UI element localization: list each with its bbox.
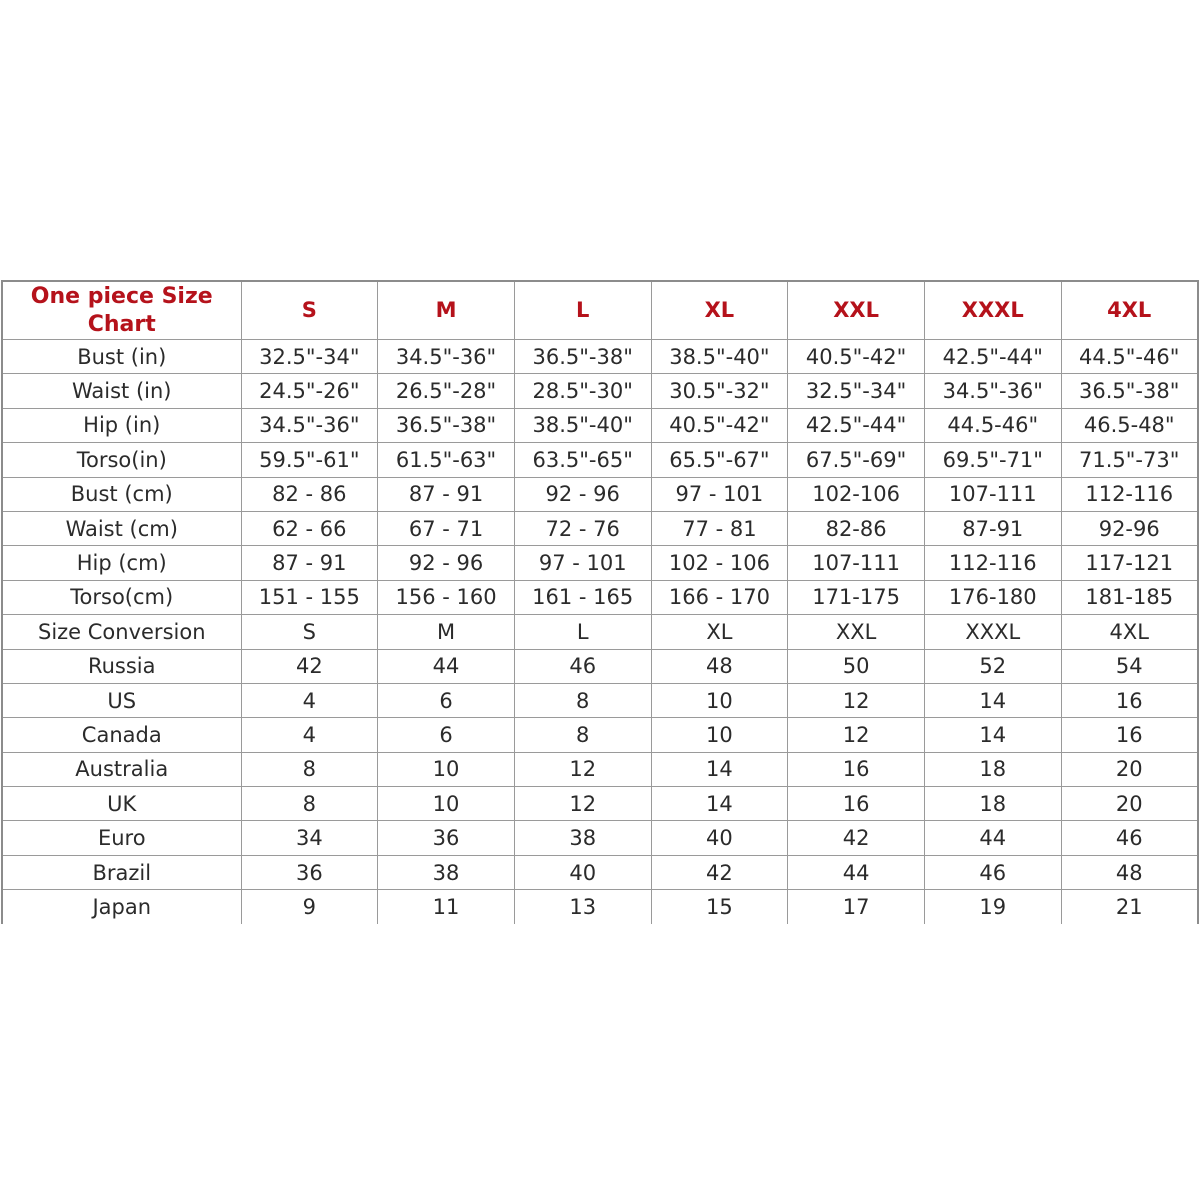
table-cell: 50 xyxy=(788,649,925,683)
table-cell: 16 xyxy=(788,787,925,821)
table-cell: 4 xyxy=(241,683,378,717)
row-label: Waist (cm) xyxy=(2,511,241,545)
table-cell: 36 xyxy=(378,821,515,855)
row-label: Brazil xyxy=(2,855,241,889)
table-cell: 107-111 xyxy=(788,546,925,580)
table-cell: XXL xyxy=(788,615,925,649)
row-label: Canada xyxy=(2,718,241,752)
table-cell: 42 xyxy=(788,821,925,855)
table-cell: 16 xyxy=(1061,683,1198,717)
table-cell: 77 - 81 xyxy=(651,511,788,545)
table-cell: 10 xyxy=(378,787,515,821)
table-cell: 14 xyxy=(924,683,1061,717)
table-cell: 82-86 xyxy=(788,511,925,545)
table-cell: 14 xyxy=(651,787,788,821)
table-cell: 14 xyxy=(924,718,1061,752)
table-cell: 166 - 170 xyxy=(651,580,788,614)
table-row xyxy=(2,340,1198,374)
table-cell: 71.5"-73" xyxy=(1061,443,1198,477)
row-label: Bust (in) xyxy=(2,340,241,374)
table-cell: 36 xyxy=(241,855,378,889)
table-cell: 40.5"-42" xyxy=(788,340,925,374)
table-row xyxy=(2,683,1198,717)
row-label: Bust (cm) xyxy=(2,477,241,511)
table-cell: 28.5"-30" xyxy=(514,374,651,408)
table-cell: 48 xyxy=(1061,855,1198,889)
table-cell: 13 xyxy=(514,890,651,924)
table-cell: 97 - 101 xyxy=(514,546,651,580)
table-cell: 36.5"-38" xyxy=(378,408,515,442)
table-cell: 42.5"-44" xyxy=(924,340,1061,374)
row-label: Hip (cm) xyxy=(2,546,241,580)
table-cell: 15 xyxy=(651,890,788,924)
table-cell: XL xyxy=(651,615,788,649)
row-label: Australia xyxy=(2,752,241,786)
table-cell: 42.5"-44" xyxy=(788,408,925,442)
table-row xyxy=(2,546,1198,580)
table-cell: 14 xyxy=(651,752,788,786)
table-cell: 40.5"-42" xyxy=(651,408,788,442)
table-cell: 107-111 xyxy=(924,477,1061,511)
table-cell: 38.5"-40" xyxy=(514,408,651,442)
table-cell: 97 - 101 xyxy=(651,477,788,511)
table-cell: 34.5"-36" xyxy=(241,408,378,442)
table-cell: 6 xyxy=(378,718,515,752)
table-cell: 21 xyxy=(1061,890,1198,924)
table-row xyxy=(2,615,1198,649)
table-cell: 4 xyxy=(241,718,378,752)
table-row xyxy=(2,787,1198,821)
table-cell: 62 - 66 xyxy=(241,511,378,545)
row-label: Euro xyxy=(2,821,241,855)
table-cell: 40 xyxy=(514,855,651,889)
table-cell: 87 - 91 xyxy=(378,477,515,511)
row-label: Russia xyxy=(2,649,241,683)
table-cell: 44 xyxy=(924,821,1061,855)
table-cell: 44.5-46" xyxy=(924,408,1061,442)
table-cell: 87 - 91 xyxy=(241,546,378,580)
table-cell: 102-106 xyxy=(788,477,925,511)
size-header: 4XL xyxy=(1061,281,1198,340)
table-row xyxy=(2,649,1198,683)
table-cell: XXXL xyxy=(924,615,1061,649)
table-cell: 12 xyxy=(514,752,651,786)
table-row xyxy=(2,374,1198,408)
table-cell: 12 xyxy=(788,718,925,752)
table-cell: 17 xyxy=(788,890,925,924)
table-cell: M xyxy=(378,615,515,649)
table-cell: 52 xyxy=(924,649,1061,683)
table-row xyxy=(2,752,1198,786)
table-cell: 16 xyxy=(1061,718,1198,752)
table-row xyxy=(2,580,1198,614)
table-cell: 18 xyxy=(924,752,1061,786)
row-label: Torso(cm) xyxy=(2,580,241,614)
table-cell: 19 xyxy=(924,890,1061,924)
table-cell: 72 - 76 xyxy=(514,511,651,545)
table-cell: 46 xyxy=(924,855,1061,889)
table-row xyxy=(2,408,1198,442)
table-cell: 87-91 xyxy=(924,511,1061,545)
table-cell: 44.5"-46" xyxy=(1061,340,1198,374)
table-cell: 18 xyxy=(924,787,1061,821)
table-row xyxy=(2,890,1198,924)
table-cell: 26.5"-28" xyxy=(378,374,515,408)
table-cell: 65.5"-67" xyxy=(651,443,788,477)
table-cell: 24.5"-26" xyxy=(241,374,378,408)
row-label: Japan xyxy=(2,890,241,924)
table-cell: 151 - 155 xyxy=(241,580,378,614)
size-header: XXXL xyxy=(924,281,1061,340)
table-cell: 12 xyxy=(788,683,925,717)
table-cell: 63.5"-65" xyxy=(514,443,651,477)
table-row xyxy=(2,855,1198,889)
table-cell: 10 xyxy=(378,752,515,786)
table-cell: 42 xyxy=(651,855,788,889)
table-cell: 67 - 71 xyxy=(378,511,515,545)
table-cell: 61.5"-63" xyxy=(378,443,515,477)
table-cell: 69.5"-71" xyxy=(924,443,1061,477)
table-cell: 46 xyxy=(514,649,651,683)
size-header: L xyxy=(514,281,651,340)
table-cell: 117-121 xyxy=(1061,546,1198,580)
table-cell: 161 - 165 xyxy=(514,580,651,614)
table-cell: 11 xyxy=(378,890,515,924)
table-cell: 112-116 xyxy=(1061,477,1198,511)
table-cell: S xyxy=(241,615,378,649)
table-row xyxy=(2,443,1198,477)
row-label: US xyxy=(2,683,241,717)
table-row xyxy=(2,477,1198,511)
table-cell: 8 xyxy=(241,752,378,786)
table-cell: 20 xyxy=(1061,752,1198,786)
row-label: UK xyxy=(2,787,241,821)
header-row xyxy=(2,281,1198,340)
table-cell: 10 xyxy=(651,683,788,717)
table-cell: 20 xyxy=(1061,787,1198,821)
table-cell: 12 xyxy=(514,787,651,821)
table-cell: 82 - 86 xyxy=(241,477,378,511)
table-cell: 10 xyxy=(651,718,788,752)
size-chart-table xyxy=(1,280,1199,924)
table-cell: 44 xyxy=(788,855,925,889)
table-cell: 38.5"-40" xyxy=(651,340,788,374)
table-cell: 34.5"-36" xyxy=(378,340,515,374)
table-title: One piece Size Chart xyxy=(2,281,241,340)
table-cell: 48 xyxy=(651,649,788,683)
table-cell: 8 xyxy=(241,787,378,821)
table-cell: 42 xyxy=(241,649,378,683)
table-cell: 46.5-48" xyxy=(1061,408,1198,442)
table-cell: 67.5"-69" xyxy=(788,443,925,477)
row-label: Torso(in) xyxy=(2,443,241,477)
table-cell: 38 xyxy=(378,855,515,889)
table-cell: 92-96 xyxy=(1061,511,1198,545)
table-cell: 16 xyxy=(788,752,925,786)
table-cell: 8 xyxy=(514,683,651,717)
table-cell: 181-185 xyxy=(1061,580,1198,614)
table-row xyxy=(2,821,1198,855)
table-cell: 38 xyxy=(514,821,651,855)
table-cell: 8 xyxy=(514,718,651,752)
table-cell: 92 - 96 xyxy=(378,546,515,580)
table-cell: 112-116 xyxy=(924,546,1061,580)
table-cell: 54 xyxy=(1061,649,1198,683)
table-row xyxy=(2,511,1198,545)
size-header: S xyxy=(241,281,378,340)
table-cell: 32.5"-34" xyxy=(241,340,378,374)
table-cell: 34.5"-36" xyxy=(924,374,1061,408)
table-body xyxy=(2,340,1198,924)
table-cell: 44 xyxy=(378,649,515,683)
table-cell: 156 - 160 xyxy=(378,580,515,614)
row-label: Hip (in) xyxy=(2,408,241,442)
table-cell: 6 xyxy=(378,683,515,717)
table-cell: 40 xyxy=(651,821,788,855)
size-header: M xyxy=(378,281,515,340)
table-cell: 36.5"-38" xyxy=(1061,374,1198,408)
table-cell: 32.5"-34" xyxy=(788,374,925,408)
size-header: XXL xyxy=(788,281,925,340)
table-cell: 36.5"-38" xyxy=(514,340,651,374)
table-row xyxy=(2,718,1198,752)
table-cell: 46 xyxy=(1061,821,1198,855)
table-cell: 4XL xyxy=(1061,615,1198,649)
table-cell: 30.5"-32" xyxy=(651,374,788,408)
row-label: Waist (in) xyxy=(2,374,241,408)
table-cell: 171-175 xyxy=(788,580,925,614)
table-cell: 92 - 96 xyxy=(514,477,651,511)
table-cell: 102 - 106 xyxy=(651,546,788,580)
table-cell: 176-180 xyxy=(924,580,1061,614)
table-cell: 59.5"-61" xyxy=(241,443,378,477)
row-label: Size Conversion xyxy=(2,615,241,649)
table-cell: 9 xyxy=(241,890,378,924)
size-header: XL xyxy=(651,281,788,340)
table-cell: 34 xyxy=(241,821,378,855)
table-cell: L xyxy=(514,615,651,649)
